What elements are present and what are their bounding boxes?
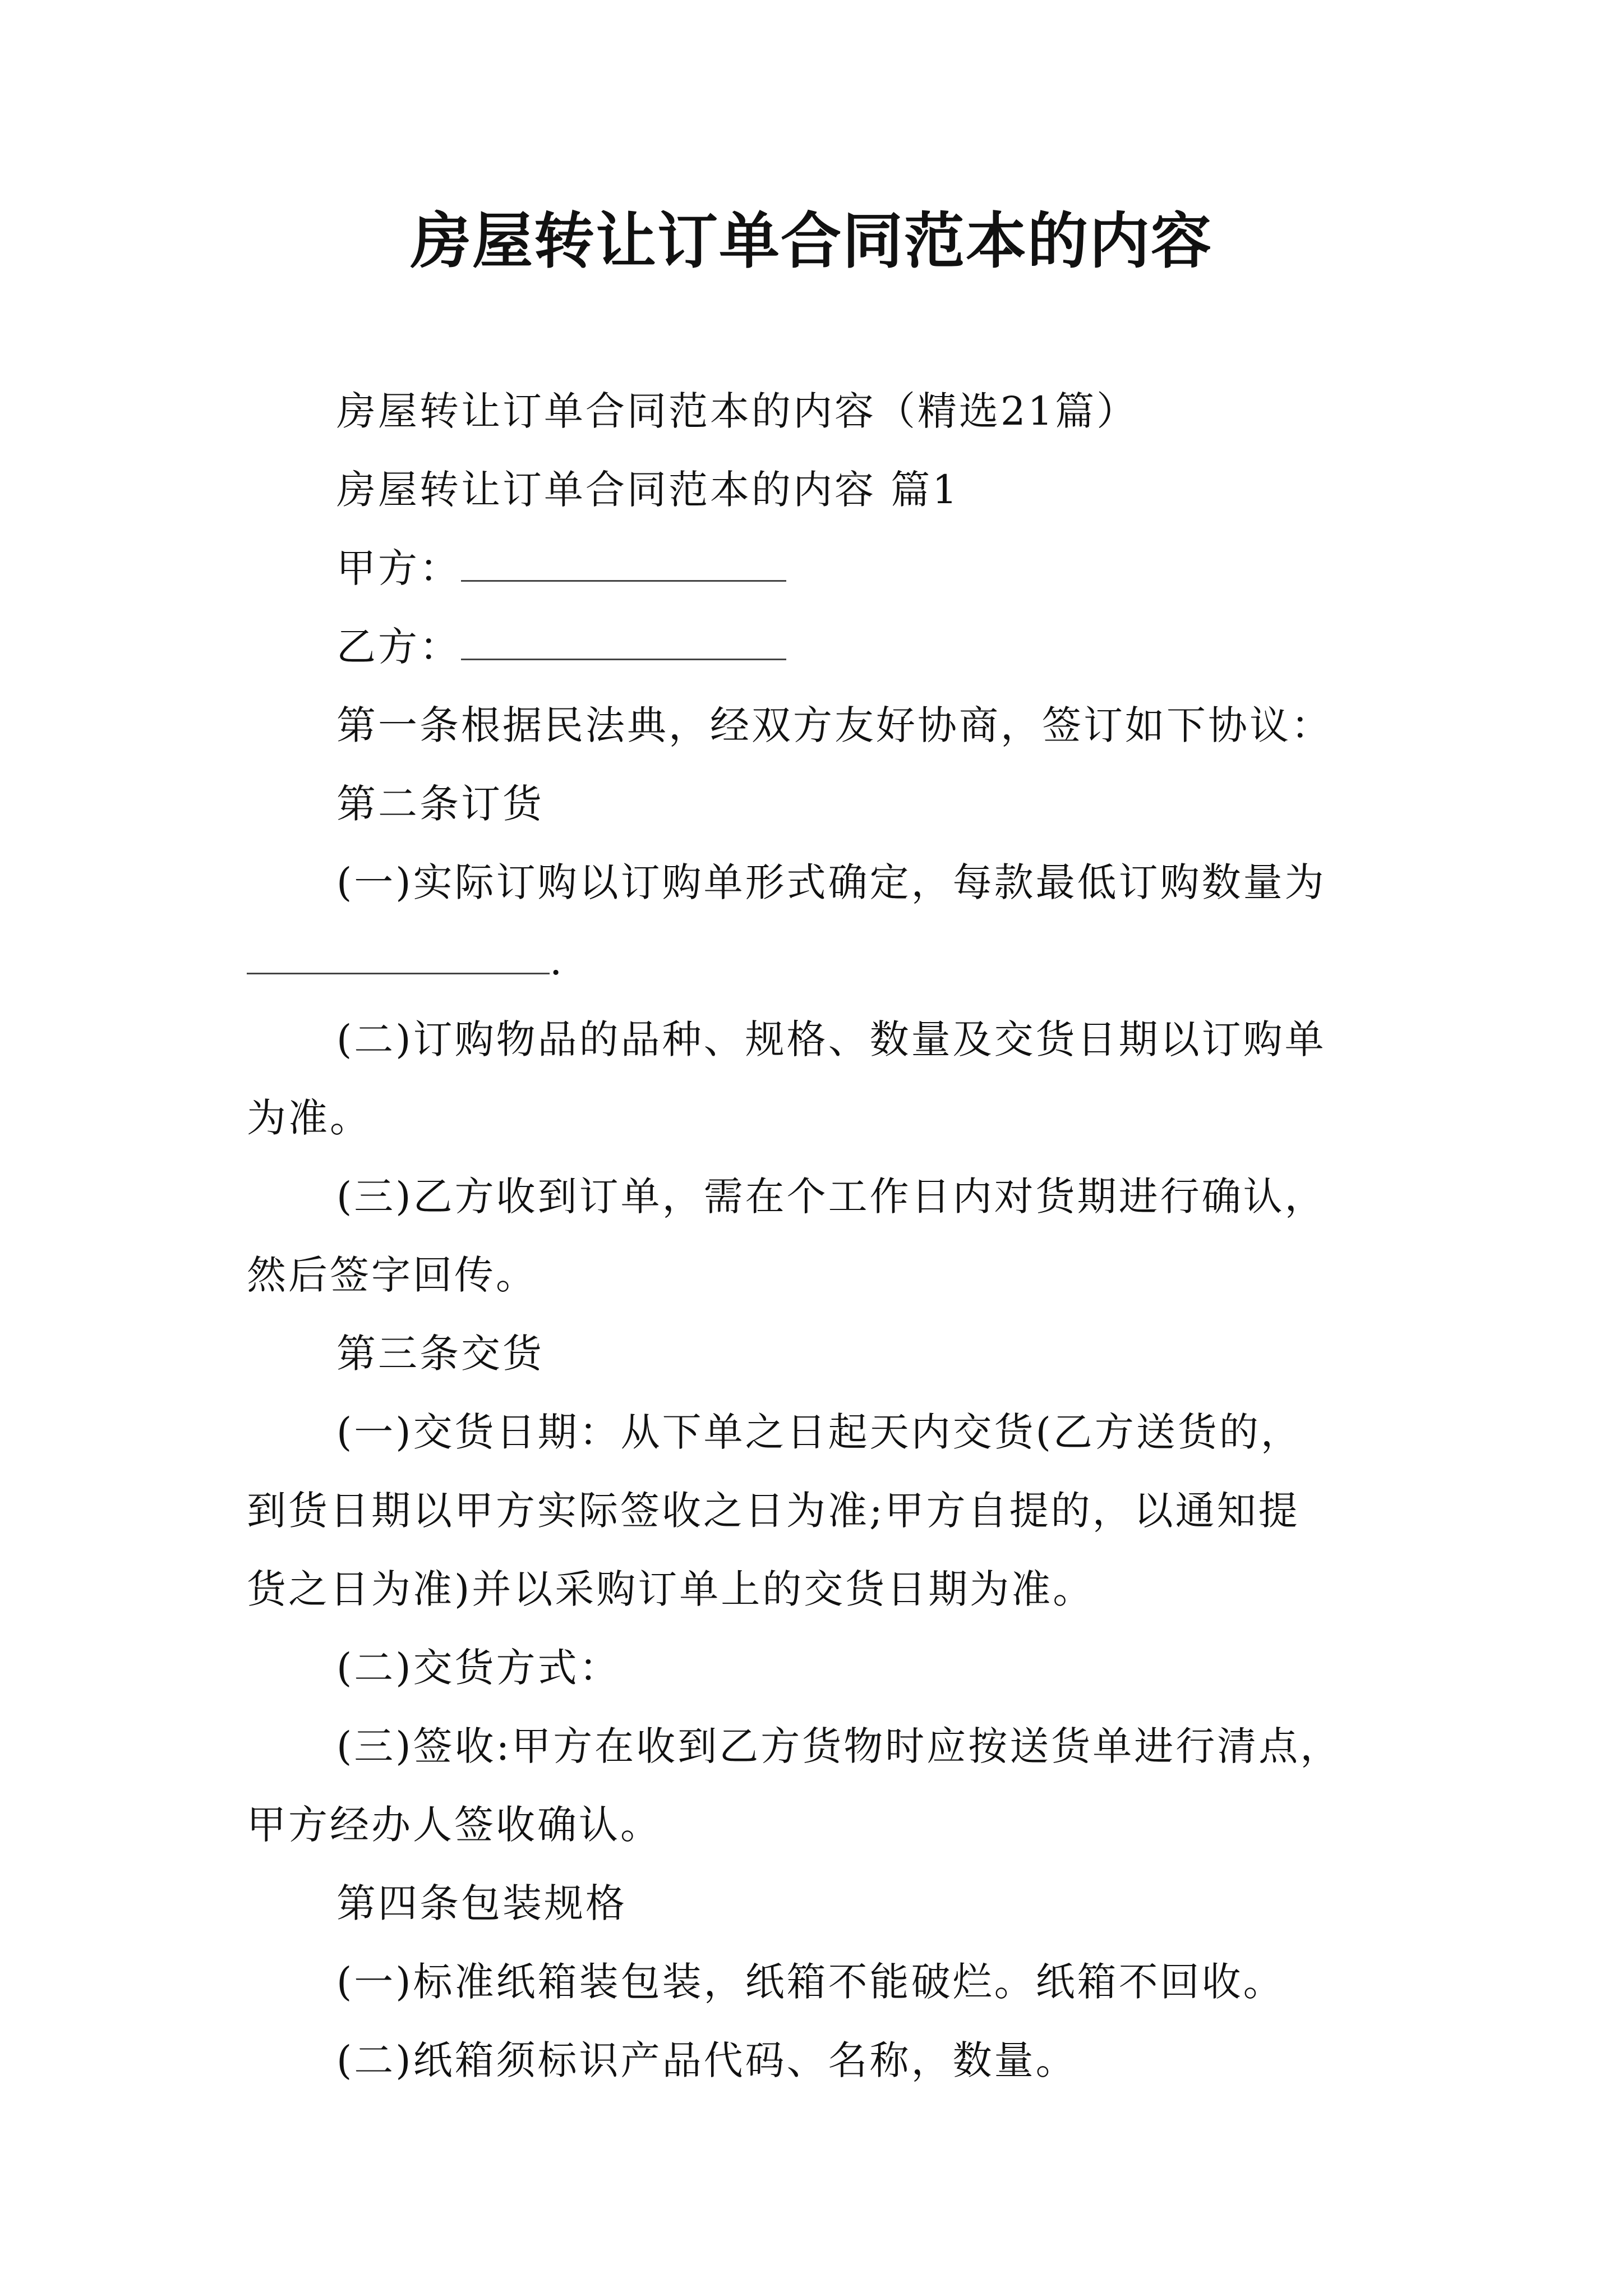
clause-3-3-continued: 甲方经办人签收确认。 <box>247 1802 662 1848</box>
document-title: 房屋转让订单合同范本的内容 <box>410 206 1212 277</box>
clause-3-1-continued-2: 货之日为准)并以采购订单上的交货日期为准。 <box>247 1566 1095 1612</box>
party-a-blank <box>461 546 786 582</box>
clause-3-3: (三)签收:甲方在收到乙方货物时应按送货单进行清点， <box>336 1723 1342 1769</box>
party-b-line <box>336 622 786 672</box>
clause-2-3-continued: 然后签字回传。 <box>247 1252 537 1298</box>
clause-2-3: (三)乙方收到订单，需在个工作日内对货期进行确认， <box>336 1174 1326 1220</box>
clause-2-1: (一)实际订购以订购单形式确定，每款最低订购数量为 <box>336 859 1326 905</box>
period-mark: . <box>550 938 565 984</box>
party-b-blank <box>461 625 786 660</box>
clause-3-2: (二)交货方式： <box>336 1645 621 1691</box>
article-4-heading: 第四条包装规格 <box>336 1880 627 1926</box>
clause-4-2: (二)纸箱须标识产品代码、名称，数量。 <box>336 2037 1077 2083</box>
clause-2-1-continued <box>247 936 564 986</box>
party-a-label: 甲方： <box>336 545 461 591</box>
clause-3-1-continued-1: 到货日期以甲方实际签收之日为准;甲方自提的，以通知提 <box>247 1488 1300 1534</box>
party-a-line <box>336 543 786 593</box>
article-3-heading: 第三条交货 <box>336 1331 544 1377</box>
clause-3-1: (一)交货日期：从下单之日起天内交货(乙方送货的， <box>336 1409 1302 1455</box>
party-b-label: 乙方： <box>336 624 461 670</box>
clause-2-2-continued: 为准。 <box>247 1095 371 1141</box>
section-heading: 房屋转让订单合同范本的内容 篇1 <box>336 467 960 513</box>
clause-2-2: (二)订购物品的品种、规格、数量及交货日期以订购单 <box>336 1016 1326 1062</box>
clause-4-1: (一)标准纸箱装包装，纸箱不能破烂。纸箱不回收。 <box>336 1959 1285 2005</box>
subtitle-line: 房屋转让订单合同范本的内容（精选21篇） <box>336 388 1138 434</box>
quantity-blank <box>247 939 550 974</box>
article-2-heading: 第二条订货 <box>336 781 544 827</box>
article-1: 第一条根据民法典，经双方友好协商，签订如下协议： <box>336 702 1332 748</box>
